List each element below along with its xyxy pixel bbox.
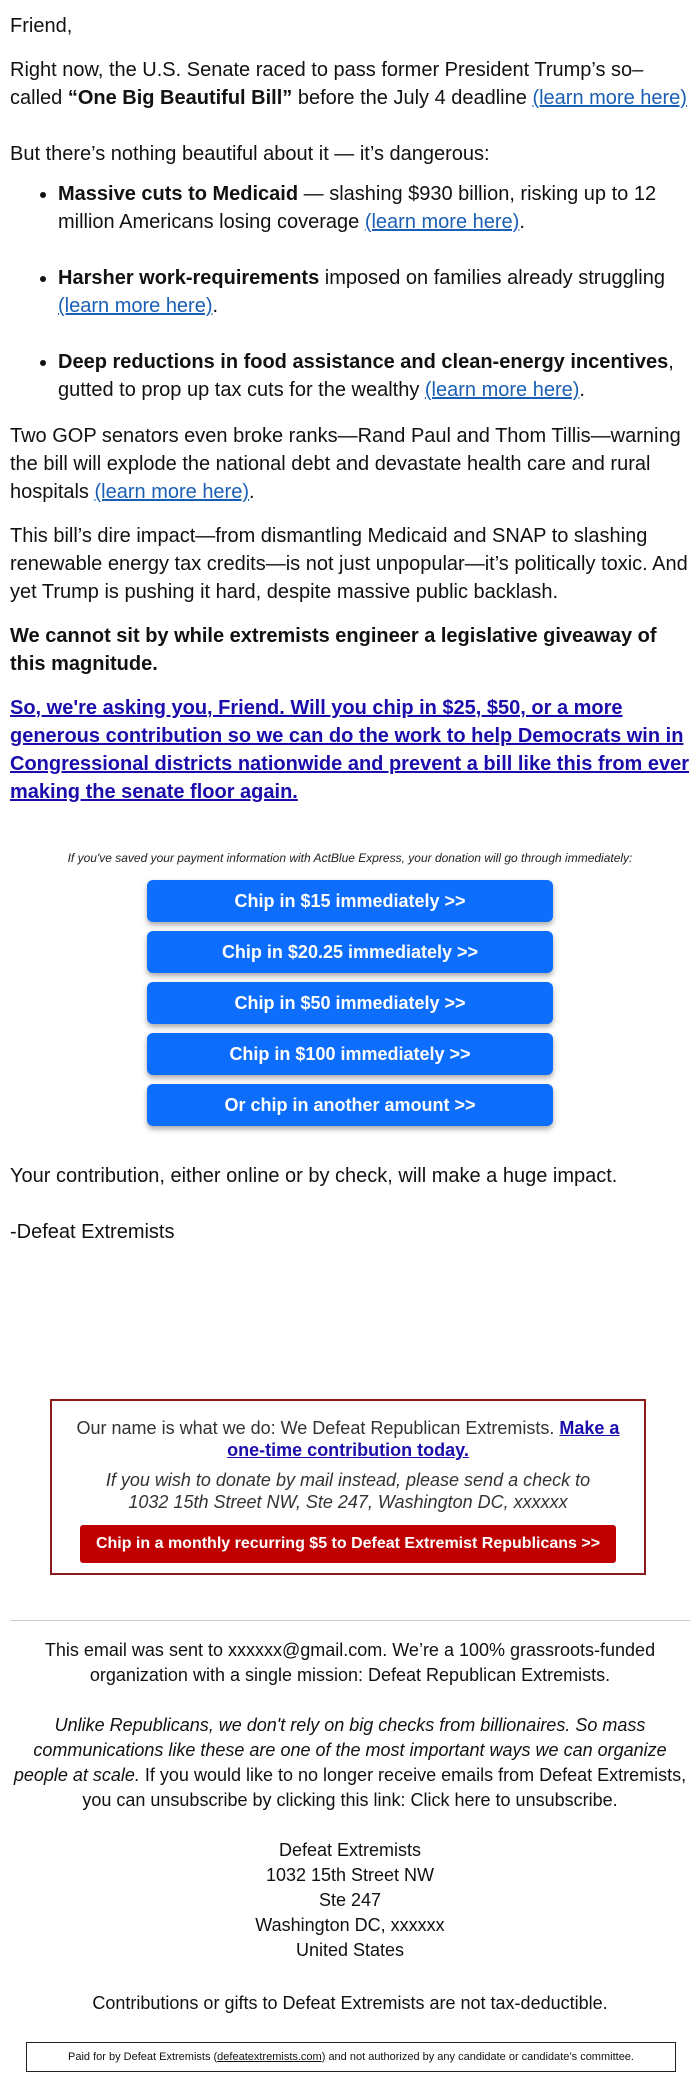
- bullet-end: .: [579, 379, 585, 401]
- bullet-bold: Massive cuts to Medicaid: [58, 183, 299, 205]
- footer-sent-to: This email was sent to xxxxxx@gmail.com. We’re a 100% grassroots-funded organization with a single mission: Defeat Republican Extremists.: [44, 1640, 656, 1685]
- intro-text-b: before the July 4 deadline: [292, 87, 533, 109]
- bullet-item: [58, 348, 690, 404]
- chip-in-15-button[interactable]: Chip in $15 immediately >>: [147, 880, 553, 922]
- learn-more-link[interactable]: (learn more here): [94, 481, 250, 503]
- gop-paragraph: [10, 422, 690, 506]
- express-note: If you've saved your payment information with ActBlue Express, your donation will go through immediately:: [67, 851, 633, 865]
- bullet-end: .: [519, 211, 525, 233]
- bill-name: “One Big Beautiful Bill”: [67, 87, 293, 109]
- donate-cta-link[interactable]: So, we're asking you, Friend. Will you chip in $25, $50, or a more generous contribution so we can do the work to help Democrats win in Congressional districts nationwide and prevent a bill like this from ever making the senate floor again.: [10, 697, 690, 803]
- paid-for-text-b: ) and not authorized by any candidate or candidate’s committee.: [321, 2051, 634, 2063]
- contribution-text: Your contribution, either online or by check, will make a huge impact.: [10, 1165, 618, 1187]
- divider: [10, 1620, 690, 1621]
- greeting: Friend,: [10, 15, 73, 37]
- bullet-bold: Harsher work-requirements: [58, 267, 320, 289]
- bullet-item: [58, 264, 690, 320]
- website-link[interactable]: defeatextremists.com: [217, 2051, 322, 2063]
- monthly-recurring-button[interactable]: Chip in a monthly recurring $5 to Defeat Extremist Republicans >>: [80, 1525, 616, 1563]
- chip-in-other-amount-button[interactable]: Or chip in another amount >>: [147, 1084, 553, 1126]
- gop-text: Two GOP senators even broke ranks—Rand Paul and Thom Tillis—warning the bill will explode the national debt and devastate health care and rural hospitals: [10, 425, 681, 503]
- bullet-text: , gutted to prop up tax cuts for the wealthy: [58, 351, 674, 401]
- address-line: Ste 247: [318, 1890, 382, 1910]
- signoff: -Defeat Extremists: [10, 1221, 175, 1243]
- footer-italic: Unlike Republicans, we don't rely on big checks from billionaires. So mass communications like these are one of the most important ways we can organize people at scale.: [13, 1715, 667, 1785]
- bullet-bold: Deep reductions in food assistance and clean-energy incentives: [58, 351, 669, 373]
- unsubscribe-text[interactable]: If you would like to no longer receive emails from Defeat Extremists, you can unsubscribe by clicking this link: Click here to unsubscribe.: [82, 1765, 687, 1810]
- chip-in-100-button[interactable]: Chip in $100 immediately >>: [147, 1033, 553, 1075]
- address-line: United States: [295, 1940, 405, 1960]
- box-text: [52, 1417, 644, 1461]
- footer-address: [10, 1838, 690, 1963]
- lead-paragraph: But there’s nothing beautiful about it — it’s dangerous:: [10, 143, 490, 165]
- bullet-list: [10, 180, 690, 432]
- impact-paragraph: This bill’s dire impact—from dismantling Medicaid and SNAP to slashing renewable energy tax credits—is not just unpopular—it’s politically toxic. And yet Trump is pushing it hard, despite massive public backlash.: [10, 525, 688, 603]
- learn-more-link[interactable]: (learn more here): [58, 295, 213, 317]
- address-line: Defeat Extremists: [278, 1840, 422, 1860]
- tax-note: Contributions or gifts to Defeat Extremists are not tax-deductible.: [92, 1993, 608, 2013]
- bullet-item: [58, 180, 690, 236]
- chip-in-20-25-button[interactable]: Chip in $20.25 immediately >>: [147, 931, 553, 973]
- gop-end: .: [249, 481, 255, 503]
- box-intro: Our name is what we do: We Defeat Republican Extremists.: [76, 1418, 560, 1438]
- bullet-end: .: [212, 295, 219, 317]
- intro-paragraph: [10, 56, 690, 112]
- address-line: Washington DC, xxxxxx: [255, 1915, 445, 1935]
- intro-text: Right now, the U.S. Senate raced to pass former President Trump’s so–called: [10, 59, 644, 109]
- learn-more-link[interactable]: (learn more here): [424, 379, 580, 401]
- learn-more-link[interactable]: (learn more here): [364, 211, 520, 233]
- paid-for-text: Paid for by Defeat Extremists (: [68, 2051, 218, 2063]
- donation-box: [50, 1399, 646, 1575]
- chip-in-50-button[interactable]: Chip in $50 immediately >>: [147, 982, 553, 1024]
- learn-more-link[interactable]: (learn more here): [532, 87, 687, 109]
- footer-unsubscribe-paragraph: [10, 1713, 690, 1813]
- bullet-text: imposed on families already struggling: [319, 267, 665, 289]
- paid-for-disclaimer: [26, 2042, 676, 2072]
- bullet-text: — slashing $930 billion, risking up to 12 million Americans losing coverage: [58, 183, 657, 233]
- one-time-contribution-link[interactable]: Make a one-time contribution today.: [227, 1418, 620, 1460]
- address-line: 1032 15th Street NW: [265, 1865, 435, 1885]
- mail-instructions: If you wish to donate by mail instead, please send a check to 1032 15th Street NW, Ste 247, Washington DC, xxxxxx: [105, 1470, 591, 1512]
- bold-paragraph: We cannot sit by while extremists engineer a legislative giveaway of this magnitude.: [10, 625, 657, 675]
